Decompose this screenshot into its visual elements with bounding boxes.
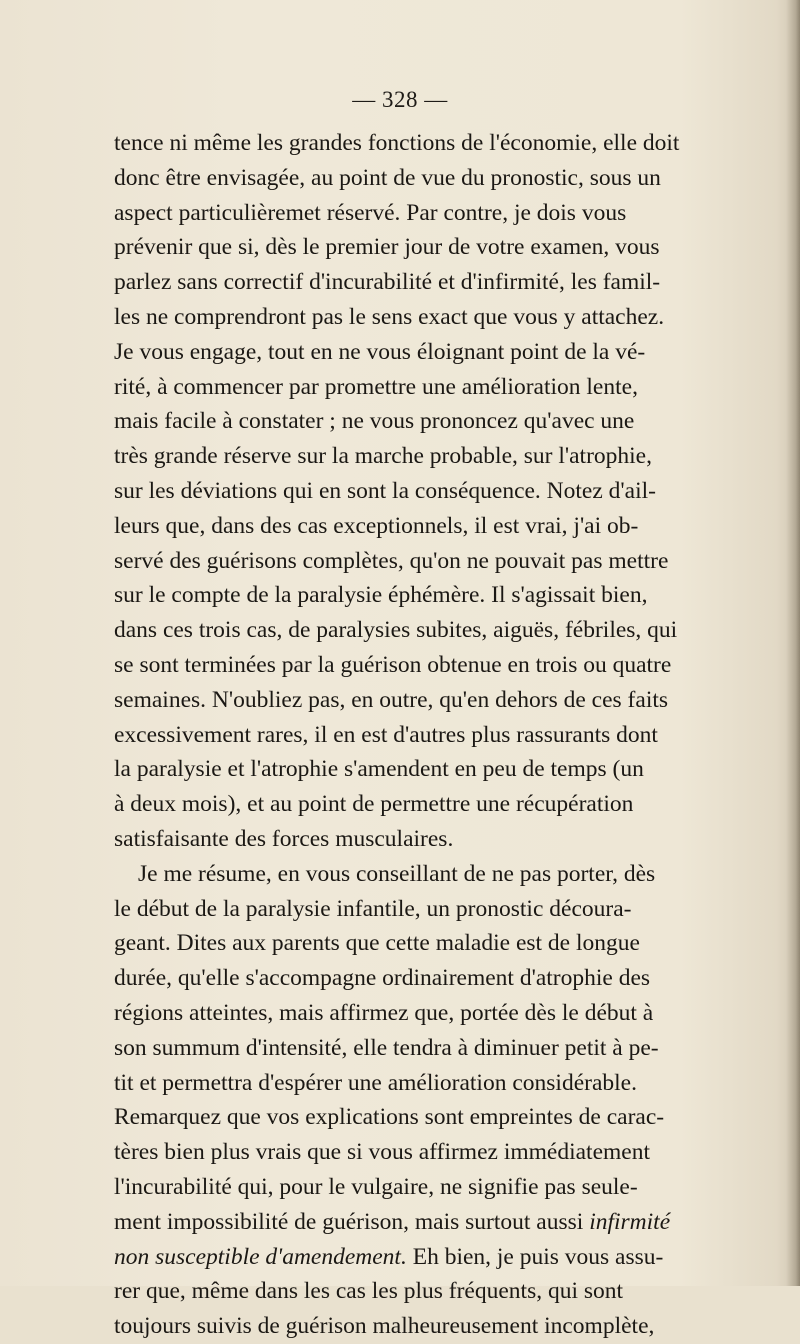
text-line: les ne comprendront pas le sens exact que vous y attachez. [114,303,665,330]
text-line: à deux mois), et au point de permettre une récupération [114,791,634,818]
text-line: le début de la paralysie infantile, un pronostic découra- [114,895,632,922]
text-line: tères bien plus vrais que si vous affirmez immédiatement [114,1139,651,1166]
text-line [114,1205,794,1240]
text-line: très grande réserve sur la marche probable, sur l'atrophie, [114,443,652,470]
body-text [114,126,794,1344]
text-line: se sont terminées par la guérison obtenue en trois ou quatre [114,651,672,678]
page-number: — 328 — [352,87,448,112]
text-line: parlez sans correctif d'incurabilité et d'infirmité, les famil- [114,269,661,296]
text-line: durée, qu'elle s'accompagne ordinairement d'atrophie des [114,965,651,992]
text-line: Je vous engage, tout en ne vous éloignant point de la vé- [114,338,646,365]
text-line: sur le compte de la paralysie éphémère. Il s'agissait bien, [114,582,648,609]
text-line: tence ni même les grandes fonctions de l'économie, elle doit [114,130,680,156]
text-line: rer que, même dans les cas les plus fréquents, qui sont [114,1278,624,1305]
text-line: mais facile à constater ; ne vous prononcez qu'avec une [114,408,635,435]
text-line: tit et permettra d'espérer une amélioration considérable. [114,1069,637,1096]
text-line: la paralysie et l'atrophie s'amendent en peu de temps (un [114,756,644,783]
text-line [114,1240,794,1275]
text-line: leurs que, dans des cas exceptionnels, il est vrai, j'ai ob- [114,512,639,539]
text-line: servé des guérisons complètes, qu'on ne pouvait pas mettre [114,547,669,574]
text-line: donc être envisagée, au point de vue du pronostic, sous un [114,164,661,191]
text-line: prévenir que si, dès le premier jour de votre examen, vous [114,234,660,261]
text-segment: ment impossibilité de guérison, mais surtout aussi [114,1208,584,1235]
text-line: aspect particulièremet réservé. Par contre, je dois vous [114,199,627,226]
text-line: excessivement rares, il en est d'autres plus rassurants dont [114,721,658,748]
text-line: semaines. N'oubliez pas, en outre, qu'en dehors de ces faits [114,686,669,713]
text-line: sur les déviations qui en sont la conséquence. Notez d'ail- [114,477,656,504]
text-line: Je me résume, en vous conseillant de ne pas porter, dès [138,860,656,887]
text-line: toujours suivis de guérison malheureusement incomplète, [114,1313,655,1340]
text-line: satisfaisante des forces musculaires. [114,825,454,852]
italic-segment: infirmité [589,1208,671,1235]
text-line: régions atteintes, mais affirmez que, portée dès le début à [114,999,654,1026]
text-line: geant. Dites aux parents que cette maladie est de longue [114,930,640,957]
text-line: l'incurabilité qui, pour le vulgaire, ne signifie pas seule- [114,1173,638,1200]
text-segment: Eh bien, je puis vous assu- [412,1243,664,1270]
text-line: dans ces trois cas, de paralysies subites, aiguës, fébriles, qui [114,617,678,644]
text-line: Remarquez que vos explications sont empreintes de carac- [114,1104,665,1131]
text-line: son summum d'intensité, elle tendra à diminuer petit à pe- [114,1034,659,1061]
italic-segment: non susceptible d'amendement. [114,1243,407,1270]
text-line: rité, à commencer par promettre une amélioration lente, [114,373,638,400]
